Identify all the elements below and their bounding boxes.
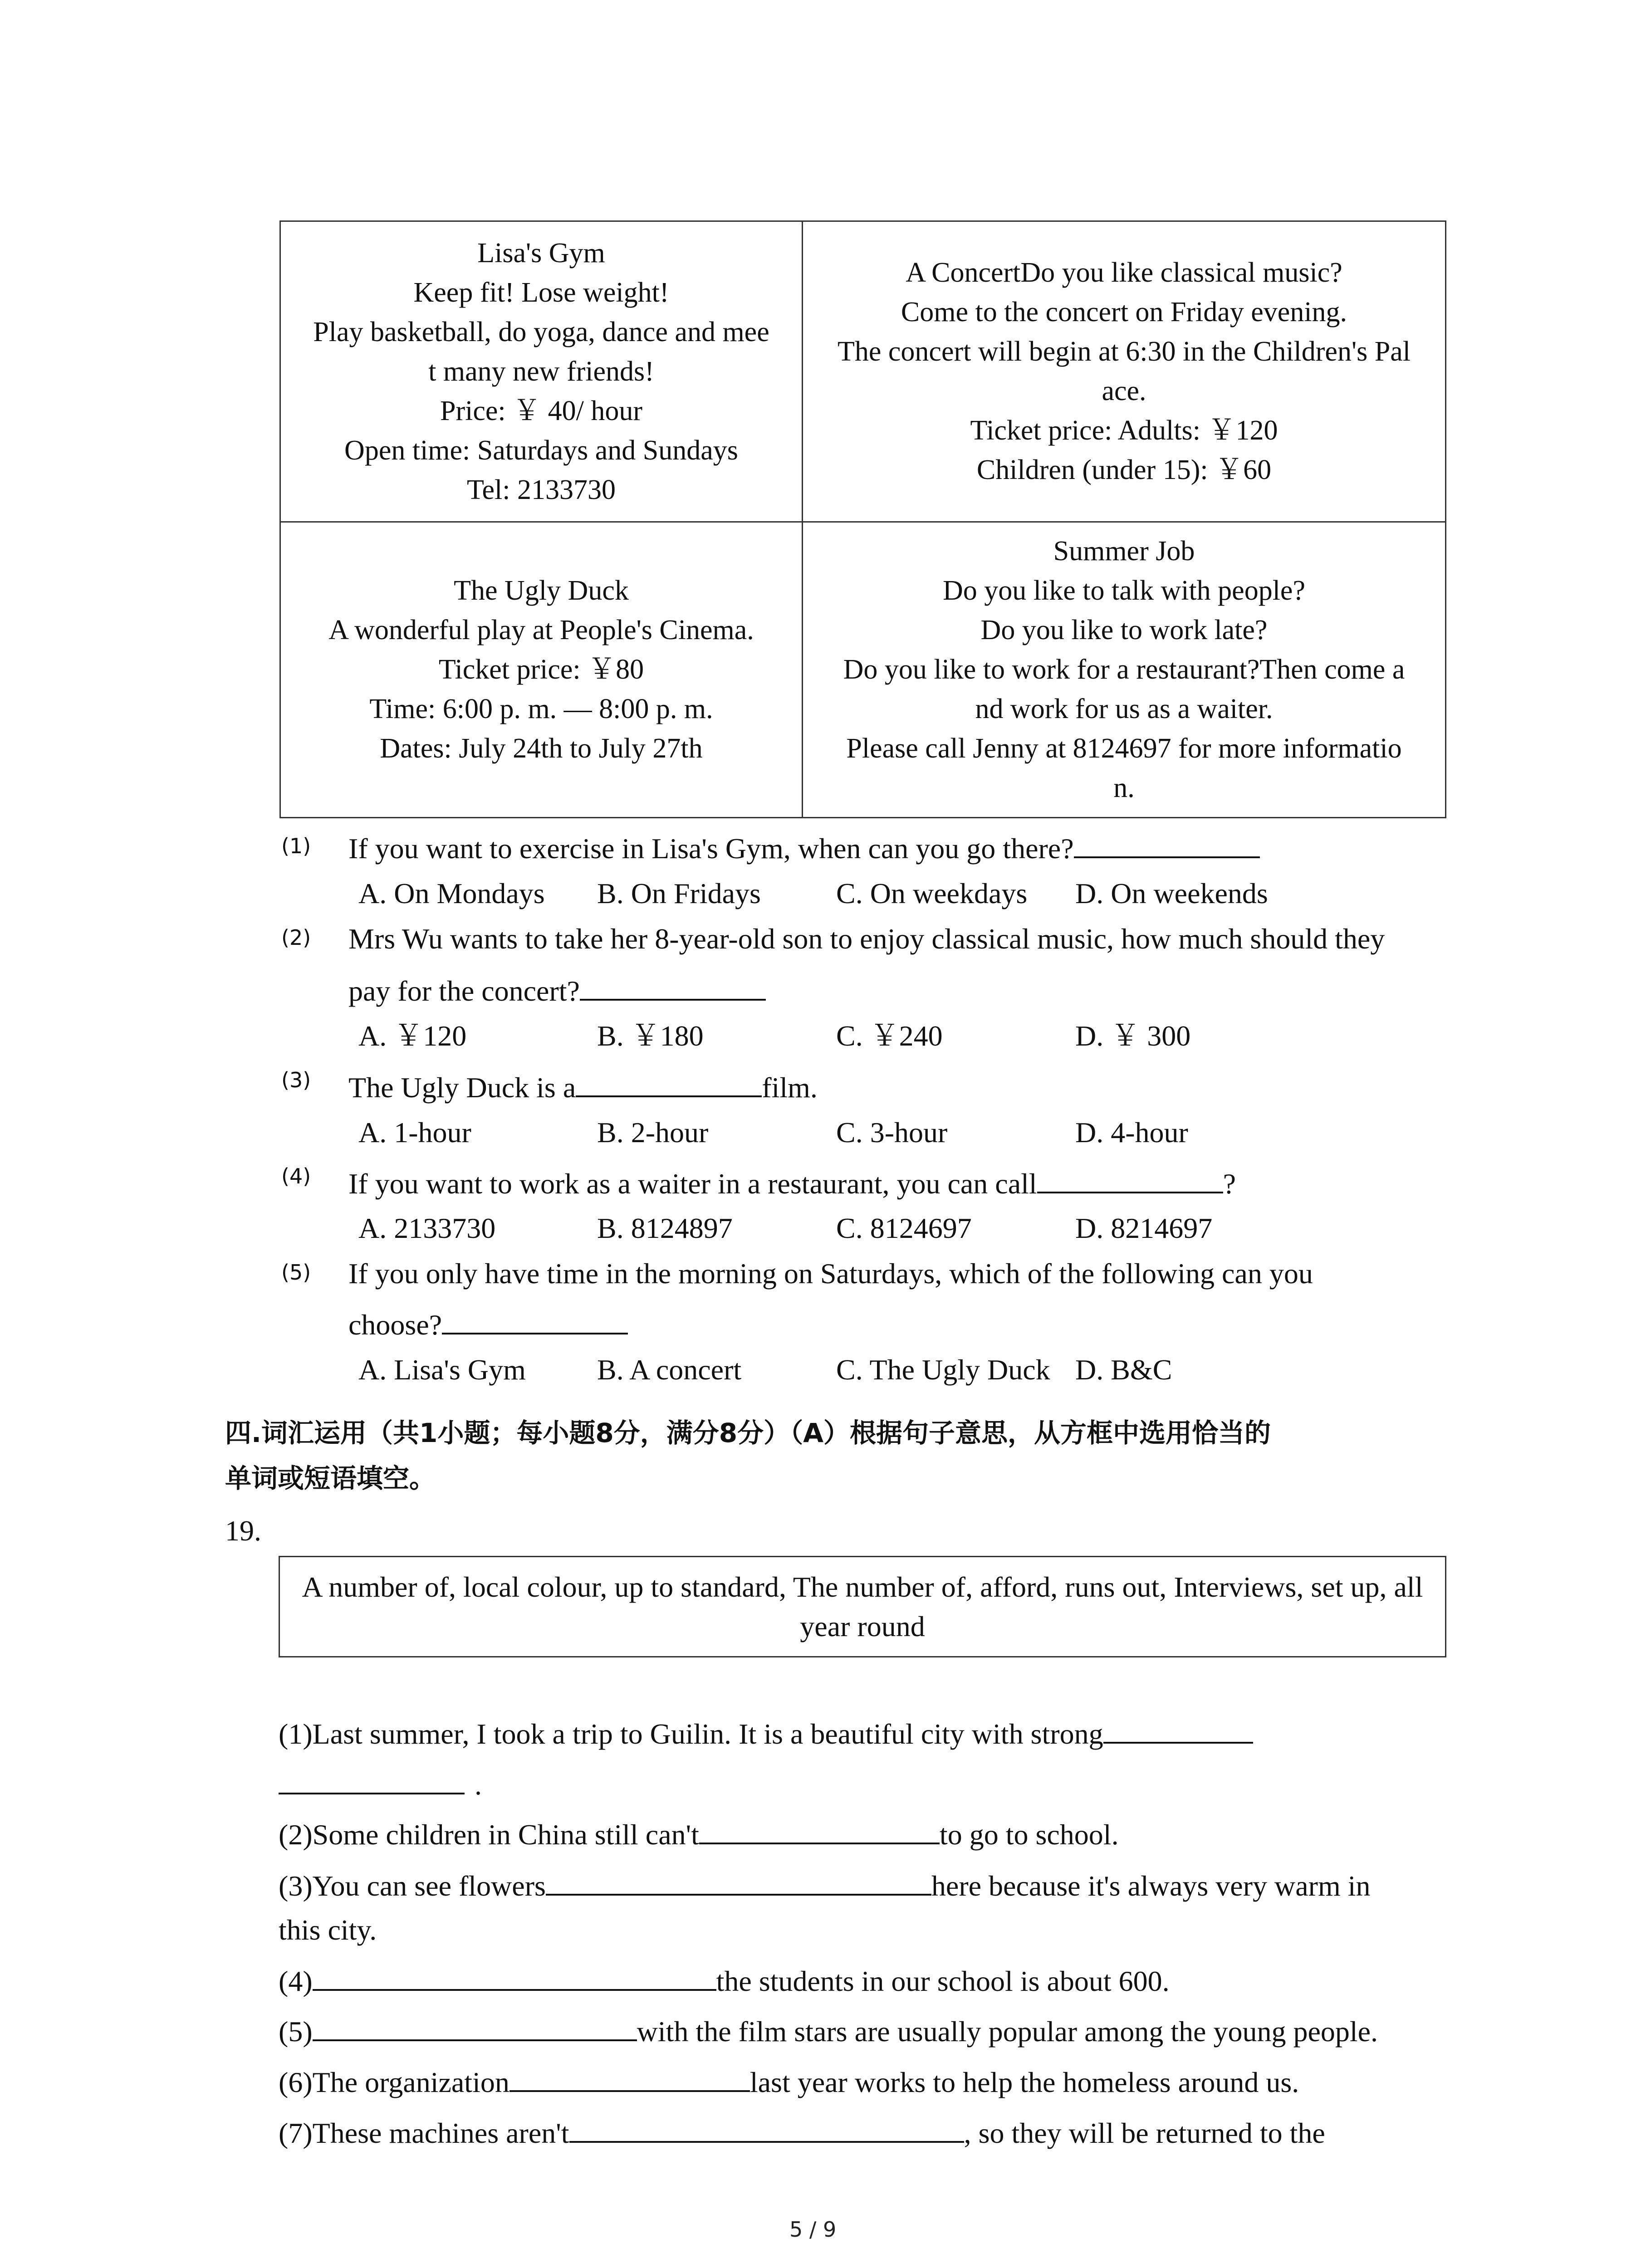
- section-heading: 四.词汇运用（共1小题；每小题8分，满分8分）（A）根据句子意思，从方框中选用恰当的: [225, 1418, 1271, 1448]
- ad-cell-concert: [803, 222, 1445, 521]
- ad-line: Open time: Saturdays and Sundays: [344, 435, 738, 466]
- answer-blank[interactable]: [576, 1068, 762, 1097]
- fill-item-text: (3)You can see flowers: [279, 1870, 546, 1902]
- fill-item-text-after: last year works to help the homeless around us.: [749, 2066, 1299, 2098]
- fill-item: [279, 1715, 1253, 1752]
- question-number: (2): [281, 925, 311, 950]
- fill-item-text-after: with the film stars are usually popular among the young people.: [637, 2015, 1378, 2048]
- fill-item: [279, 2114, 1325, 2151]
- fill-item-text-after: to go to school.: [939, 1818, 1119, 1851]
- question-stem-after: ?: [1223, 1168, 1236, 1200]
- ad-line: Keep fit! Lose weight!: [413, 277, 669, 308]
- question-number: (4): [281, 1164, 311, 1188]
- answer-blank[interactable]: [442, 1305, 628, 1334]
- question-number: (3): [281, 1068, 311, 1092]
- option-d[interactable]: D. B&C: [1075, 1354, 1172, 1386]
- option-a[interactable]: A. On Mondays: [358, 877, 545, 909]
- option-c[interactable]: C. 8124697: [836, 1212, 972, 1244]
- answer-blank[interactable]: [1074, 829, 1260, 858]
- question-number: 19.: [225, 1515, 261, 1547]
- option-d[interactable]: D. 4-hour: [1075, 1116, 1188, 1149]
- ad-cell-summer-job: [803, 523, 1445, 817]
- ad-line: Come to the concert on Friday evening.: [901, 297, 1347, 327]
- option-a[interactable]: A. 2133730: [358, 1212, 496, 1244]
- fill-item-cont: [279, 1765, 482, 1803]
- fill-item: [279, 1867, 1371, 1904]
- ad-line: nd work for us as a waiter.: [975, 694, 1273, 724]
- fill-item-text: (7)These machines aren't: [279, 2117, 569, 2149]
- option-d[interactable]: D. On weekends: [1075, 877, 1268, 909]
- option-c[interactable]: C. On weekdays: [836, 877, 1028, 909]
- fill-item-cont: this city.: [279, 1914, 377, 1946]
- word-box: [279, 1556, 1446, 1657]
- question-stem: choose?: [348, 1309, 442, 1341]
- question-text: If you only have time in the morning on Saturdays, which of the following can you: [348, 1257, 1313, 1290]
- fill-item: [279, 1962, 1170, 1999]
- question-stem: The Ugly Duck is a: [348, 1071, 576, 1104]
- ad-line: Do you like to work for a restaurant?Then come a: [843, 654, 1405, 685]
- question-text: [348, 1068, 818, 1106]
- ad-line: Time: 6:00 p. m. — 8:00 p. m.: [369, 694, 713, 724]
- question-stem-after: film.: [762, 1071, 818, 1104]
- option-c[interactable]: C. ￥240: [836, 1020, 943, 1052]
- question-text-cont: [348, 972, 766, 1009]
- answer-blank[interactable]: [546, 1867, 931, 1896]
- option-c[interactable]: C. 3-hour: [836, 1116, 948, 1149]
- ad-line: Tel: 2133730: [466, 474, 616, 505]
- answer-blank[interactable]: [580, 972, 766, 1001]
- section-heading-cont: 单词或短语填空。: [225, 1463, 436, 1494]
- question-text: [348, 829, 1260, 867]
- question-number: (1): [281, 834, 311, 858]
- answer-blank[interactable]: [699, 1815, 940, 1844]
- fill-item-text: (1)Last summer, I took a trip to Guilin. It is a beautiful city with strong: [279, 1718, 1103, 1750]
- ad-line: Do you like to talk with people?: [943, 575, 1305, 606]
- ad-cell-ugly-duck: [281, 523, 802, 817]
- ad-line: A wonderful play at People's Cinema.: [328, 615, 754, 645]
- question-text-cont: [348, 1305, 628, 1343]
- fill-item: [279, 2012, 1378, 2050]
- option-b[interactable]: B. On Fridays: [597, 877, 761, 909]
- ad-line: t many new friends!: [428, 356, 654, 387]
- question-text: Mrs Wu wants to take her 8-year-old son to enjoy classical music, how much should they: [348, 923, 1385, 955]
- option-a[interactable]: A. 1-hour: [358, 1116, 471, 1149]
- ad-line: Ticket price: Adults: ￥120: [970, 415, 1278, 446]
- ad-line: Do you like to work late?: [980, 615, 1268, 645]
- option-b[interactable]: B. A concert: [597, 1354, 742, 1386]
- word-list: A number of, local colour, up to standard, The number of, afford, runs out, Interviews, set up, all year round: [302, 1571, 1423, 1642]
- answer-blank[interactable]: [313, 1962, 716, 1991]
- answer-blank[interactable]: [509, 2063, 750, 2092]
- question-stem: If you want to exercise in Lisa's Gym, when can you go there?: [348, 832, 1074, 865]
- ad-line: ace.: [1102, 376, 1146, 406]
- fill-item-text-after: .: [475, 1769, 482, 1801]
- ad-line: Lisa's Gym: [477, 237, 605, 269]
- option-c[interactable]: C. The Ugly Duck: [836, 1354, 1050, 1386]
- question-stem: pay for the concert?: [348, 975, 580, 1007]
- ad-line: Please call Jenny at 8124697 for more informatio: [846, 733, 1402, 764]
- fill-item-text-after: the students in our school is about 600.: [716, 1965, 1170, 1997]
- ad-cell-gym: [281, 222, 802, 521]
- option-d[interactable]: D. 8214697: [1075, 1212, 1213, 1244]
- ad-line: Ticket price: ￥80: [438, 654, 644, 685]
- fill-item: [279, 2063, 1299, 2101]
- ad-line: The Ugly Duck: [454, 575, 629, 606]
- fill-item-text: (5): [279, 2015, 313, 2048]
- ad-line: A ConcertDo you like classical music?: [906, 257, 1342, 288]
- fill-item-text-after: here because it's always very warm in: [931, 1870, 1371, 1902]
- ad-line: n.: [1113, 772, 1135, 803]
- answer-blank[interactable]: [569, 2114, 964, 2143]
- option-b[interactable]: B. ￥180: [597, 1020, 704, 1052]
- fill-item-text-after: , so they will be returned to the: [964, 2117, 1325, 2149]
- option-a[interactable]: A. Lisa's Gym: [358, 1354, 526, 1386]
- answer-blank[interactable]: [1037, 1164, 1223, 1193]
- option-a[interactable]: A. ￥120: [358, 1020, 467, 1052]
- answer-blank[interactable]: [1103, 1715, 1253, 1744]
- answer-blank[interactable]: [313, 2012, 637, 2041]
- ad-line: The concert will begin at 6:30 in the Children's Pal: [838, 336, 1411, 367]
- ad-line: Price: ￥ 40/ hour: [440, 395, 642, 426]
- option-d[interactable]: D. ￥ 300: [1075, 1020, 1191, 1052]
- ad-line: Summer Job: [1053, 536, 1195, 567]
- ad-line: Dates: July 24th to July 27th: [380, 733, 703, 764]
- option-b[interactable]: B. 2-hour: [597, 1116, 709, 1149]
- question-stem: If you want to work as a waiter in a restaurant, you can call: [348, 1168, 1037, 1200]
- ad-line: Play basketball, do yoga, dance and mee: [313, 316, 769, 347]
- page-number: 5 / 9: [789, 2217, 837, 2242]
- fill-item-text: (6)The organization: [279, 2066, 509, 2098]
- option-b[interactable]: B. 8124897: [597, 1212, 733, 1244]
- fill-item: [279, 1815, 1119, 1853]
- question-text: [348, 1164, 1236, 1202]
- fill-item-text: (2)Some children in China still can't: [279, 1818, 699, 1851]
- ad-table: [279, 220, 1446, 818]
- question-number: (5): [281, 1260, 311, 1285]
- ad-line: Children (under 15): ￥60: [976, 455, 1272, 485]
- fill-item-text: (4): [279, 1965, 313, 1997]
- answer-blank[interactable]: [279, 1765, 465, 1794]
